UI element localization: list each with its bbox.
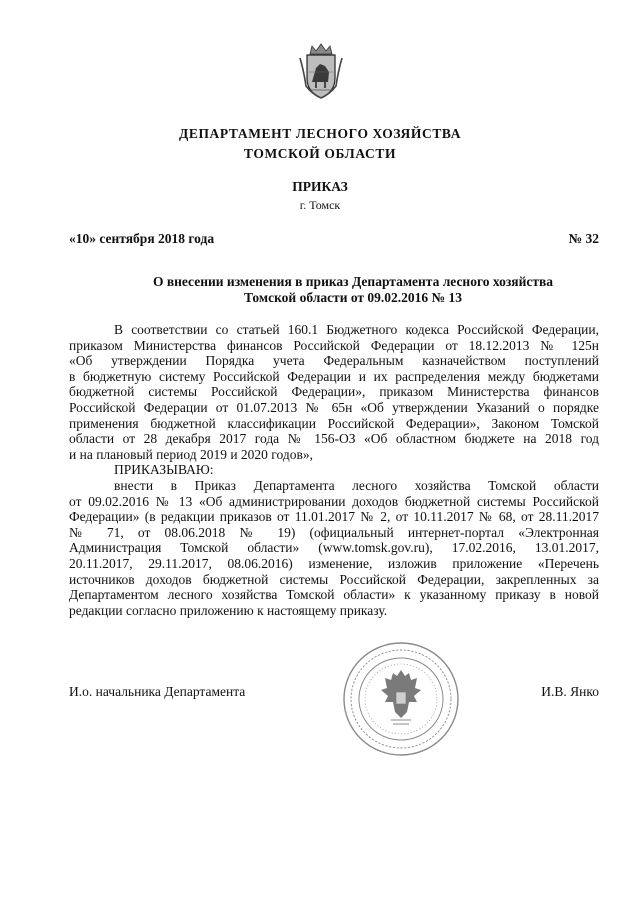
text-line: редакции согласно приложению к настоящему приказу. (69, 602, 388, 618)
subject-line2: Томской области от 09.02.2016 № 13 (244, 290, 462, 305)
text-line: № 71, от 08.06.2018 № 19) (официальный интернет-портал «Электронная (69, 524, 599, 540)
document-date: «10» сентября 2018 года (69, 231, 215, 246)
text-line: 20.11.2017, 29.11.2017, 08.06.2016) изменение, изложив приложение «Перечень (69, 555, 599, 571)
text-line: от 09.02.2016 № 13 «Об администрировании доходов бюджетной системы Российской (69, 493, 599, 509)
text-line: и на плановый период 2019 и 2020 годов», (69, 446, 313, 462)
text-line: в бюджетную систему Российской Федерации и их распределения между бюджетами (69, 368, 599, 384)
text-line: Федерации» (в редакции приказов от 11.01.2017 № 2, от 10.11.2017 № 68, от 28.11.2017 (69, 509, 599, 525)
document-type: ПРИКАЗ (292, 179, 348, 194)
text-line: Администрация Томской области» (www.tomsk.gov.ru), 17.02.2016, 13.01.2017, (69, 540, 599, 556)
text-line: Российской Федерации от 01.07.2013 № 65н «Об утверждении Указаний о порядке (69, 399, 599, 415)
text-line: В соответствии со статьей 160.1 Бюджетного кодекса Российской Федерации, (114, 322, 599, 337)
signatory-position: И.о. начальника Департамента (69, 684, 246, 699)
organization-name-line2: ТОМСКОЙ ОБЛАСТИ (243, 146, 397, 161)
text-line: бюджетной системы Российской Федерации», приказом Министерства финансов (69, 384, 599, 400)
text-line: области от 28 декабря 2017 года № 156-ОЗ «Об областном бюджете на 2018 год (69, 431, 599, 447)
document-number: № 32 (568, 231, 599, 246)
text-line: «Об утверждении Порядка учета Федеральным казначейством поступлений (69, 353, 599, 369)
text-line: Департаментом лесного хозяйства Томской области» к указанному приказу в новой (69, 587, 599, 603)
coat-of-arms-icon (298, 42, 344, 100)
text-line: применения бюджетной классификации Российской Федерации», Законом Томской (69, 415, 599, 431)
official-seal-icon (341, 640, 461, 758)
city: г. Томск (299, 198, 341, 212)
text-line: источников доходов бюджетной системы Российской Федерации, закрепленных за (69, 571, 599, 587)
paragraph-order (69, 478, 599, 618)
signatory-name: И.В. Янко (541, 684, 599, 699)
text-line: внести в Приказ Департамента лесного хозяйства Томской области (114, 478, 599, 493)
subject-line1: О внесении изменения в приказ Департамента лесного хозяйства (152, 274, 554, 289)
order-word: ПРИКАЗЫВАЮ: (114, 462, 214, 477)
paragraph-preamble (69, 322, 599, 462)
organization-name-line1: ДЕПАРТАМЕНТ ЛЕСНОГО ХОЗЯЙСТВА (178, 126, 462, 141)
text-line: приказом Министерства финансов Российской Федерации от 18.12.2013 № 125н (69, 337, 599, 353)
